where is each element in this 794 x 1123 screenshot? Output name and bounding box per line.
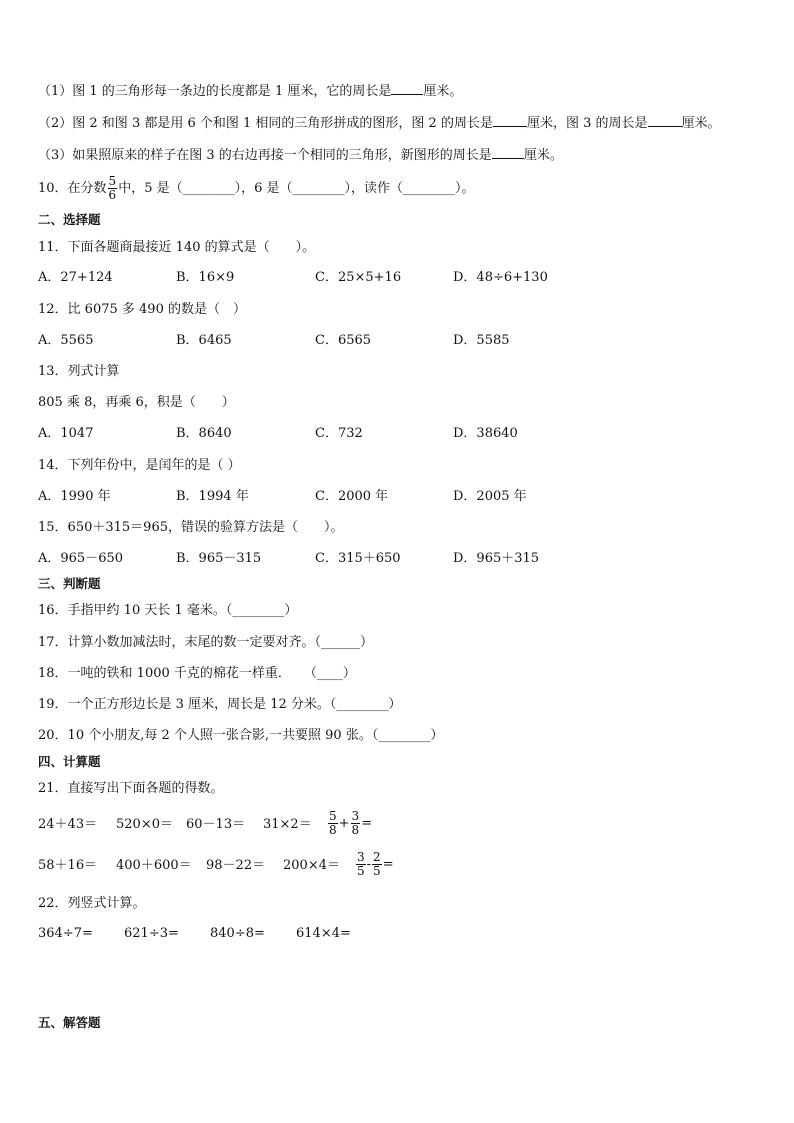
option-a[interactable]: A．1047 — [38, 426, 94, 441]
answer-blank[interactable] — [648, 114, 682, 127]
fraction-denominator: 8 — [329, 823, 337, 837]
calc-item: 58＋16＝ — [38, 858, 98, 873]
option-c[interactable]: C．6565 — [315, 333, 372, 348]
question-12-stem: 12．比 6075 多 490 的数是（ ） — [38, 302, 246, 317]
fraction-denominator: 6 — [108, 188, 117, 202]
option-b[interactable]: B．16×9 — [176, 270, 235, 285]
option-c[interactable]: C．25×5+16 — [315, 270, 402, 285]
fraction-numerator: 5 — [108, 174, 117, 188]
q9-part2-unit: 厘米。 — [681, 116, 721, 131]
question-19: 19．一个正方形边长是 3 厘米，周长是 12 分米。（________） — [38, 697, 402, 712]
option-a[interactable]: A．27+124 — [38, 270, 113, 285]
calc-item: 520×0＝ — [116, 817, 173, 832]
option-a[interactable]: A．5565 — [38, 333, 94, 348]
equals-sign: = — [361, 816, 373, 831]
option-d[interactable]: D．38640 — [453, 426, 518, 441]
fraction-numerator: 3 — [351, 809, 360, 823]
answer-blank[interactable] — [492, 146, 524, 159]
calc-item: 840÷8= — [210, 926, 265, 941]
q9-part3 — [38, 146, 563, 164]
option-a[interactable]: A．965－650 — [38, 551, 124, 566]
question-14-stem: 14．下列年份中，是闰年的是（ ） — [38, 458, 241, 473]
question-15-stem: 15．650＋315＝965，错误的验算方法是（ ）。 — [38, 520, 344, 535]
fraction-expression — [327, 807, 372, 841]
calc-item: 400＋600＝ — [116, 858, 192, 873]
question-20: 20．10 个小朋友,每 2 个人照一张合影,一共要照 90 张。（________） — [38, 728, 444, 743]
q10-prefix: 10．在分数 — [38, 181, 107, 196]
q10-suffix: 中，5 是（________），6 是（________），读作（________）。 — [118, 181, 475, 196]
section-heading-calculation: 四、计算题 — [38, 754, 101, 769]
question-21-stem: 21．直接写出下面各题的得数。 — [38, 781, 224, 796]
q9-part1 — [38, 82, 462, 100]
q9-part3-text: （3）如果照原来的样子在图 3 的右边再接一个相同的三角形，新图形的周长是 — [38, 148, 492, 163]
calc-item: 614×4= — [296, 926, 351, 941]
option-c[interactable]: C．732 — [315, 426, 363, 441]
question-10 — [38, 172, 475, 206]
answer-blank[interactable] — [493, 114, 527, 127]
calc-item: 24＋43＝ — [38, 817, 98, 832]
answer-blank[interactable] — [391, 82, 423, 95]
option-b[interactable]: B．1994 年 — [176, 489, 249, 504]
option-c[interactable]: C．2000 年 — [315, 489, 389, 504]
section-heading-choice: 二、选择题 — [38, 212, 101, 227]
option-b[interactable]: B．8640 — [176, 426, 232, 441]
fraction-expression — [355, 848, 394, 882]
option-b[interactable]: B．6465 — [176, 333, 232, 348]
calc-item: 621÷3= — [124, 926, 179, 941]
option-d[interactable]: D．48÷6+130 — [453, 270, 548, 285]
fraction-denominator: 8 — [351, 823, 360, 837]
q9-part2-text: （2）图 2 和图 3 都是用 6 个和图 1 相同的三角形拼成的图形，图 2 的周长是 — [38, 116, 493, 131]
question-16: 16．手指甲约 10 天长 1 毫米。（________） — [38, 603, 298, 618]
calc-item: 364÷7= — [38, 926, 93, 941]
q9-part1-text: （1）图 1 的三角形每一条边的长度都是 1 厘米，它的周长是 — [38, 84, 392, 99]
question-18: 18．一吨的铁和 1000 千克的棉花一样重． （____） — [38, 666, 356, 681]
option-d[interactable]: D．965＋315 — [453, 551, 540, 566]
question-13-stem: 13．列式计算 — [38, 364, 120, 379]
option-b[interactable]: B．965－315 — [176, 551, 262, 566]
q9-part1-unit: 厘米。 — [423, 84, 463, 99]
fraction-denominator: 5 — [373, 864, 381, 878]
q9-part2 — [38, 114, 721, 132]
q9-part3-unit: 厘米。 — [523, 148, 563, 163]
fraction-numerator: 3 — [357, 850, 365, 864]
question-22-stem: 22．列竖式计算。 — [38, 896, 146, 911]
calc-item: 31×2＝ — [263, 817, 312, 832]
calc-item: 60－13＝ — [186, 817, 246, 832]
section-heading-judgement: 三、判断题 — [38, 576, 101, 591]
calc-item: 98－22＝ — [206, 858, 266, 873]
option-c[interactable]: C．315＋650 — [315, 551, 401, 566]
section-heading-answers: 五、解答题 — [38, 1015, 101, 1030]
fraction — [372, 851, 382, 878]
operator: - — [366, 857, 372, 872]
operator: + — [338, 816, 350, 831]
fraction — [356, 851, 366, 878]
question-13-stem-2: 805 乘 8，再乘 6，积是（ ） — [38, 395, 235, 410]
fraction-numerator: 2 — [373, 850, 381, 864]
fraction-denominator: 5 — [357, 864, 365, 878]
fraction — [351, 810, 361, 837]
option-a[interactable]: A．1990 年 — [38, 489, 111, 504]
equals-sign: = — [382, 857, 394, 872]
option-d[interactable]: D．2005 年 — [453, 489, 527, 504]
fraction — [108, 175, 118, 202]
option-d[interactable]: D．5585 — [453, 333, 510, 348]
question-11-stem: 11．下面各题商最接近 140 的算式是（ ）。 — [38, 240, 316, 255]
question-17: 17．计算小数加减法时，末尾的数一定要对齐。（______） — [38, 635, 374, 650]
q9-part2-mid: 厘米，图 3 的周长是 — [526, 116, 648, 131]
fraction — [328, 810, 338, 837]
fraction-numerator: 5 — [329, 809, 337, 823]
calc-item: 200×4＝ — [283, 858, 340, 873]
